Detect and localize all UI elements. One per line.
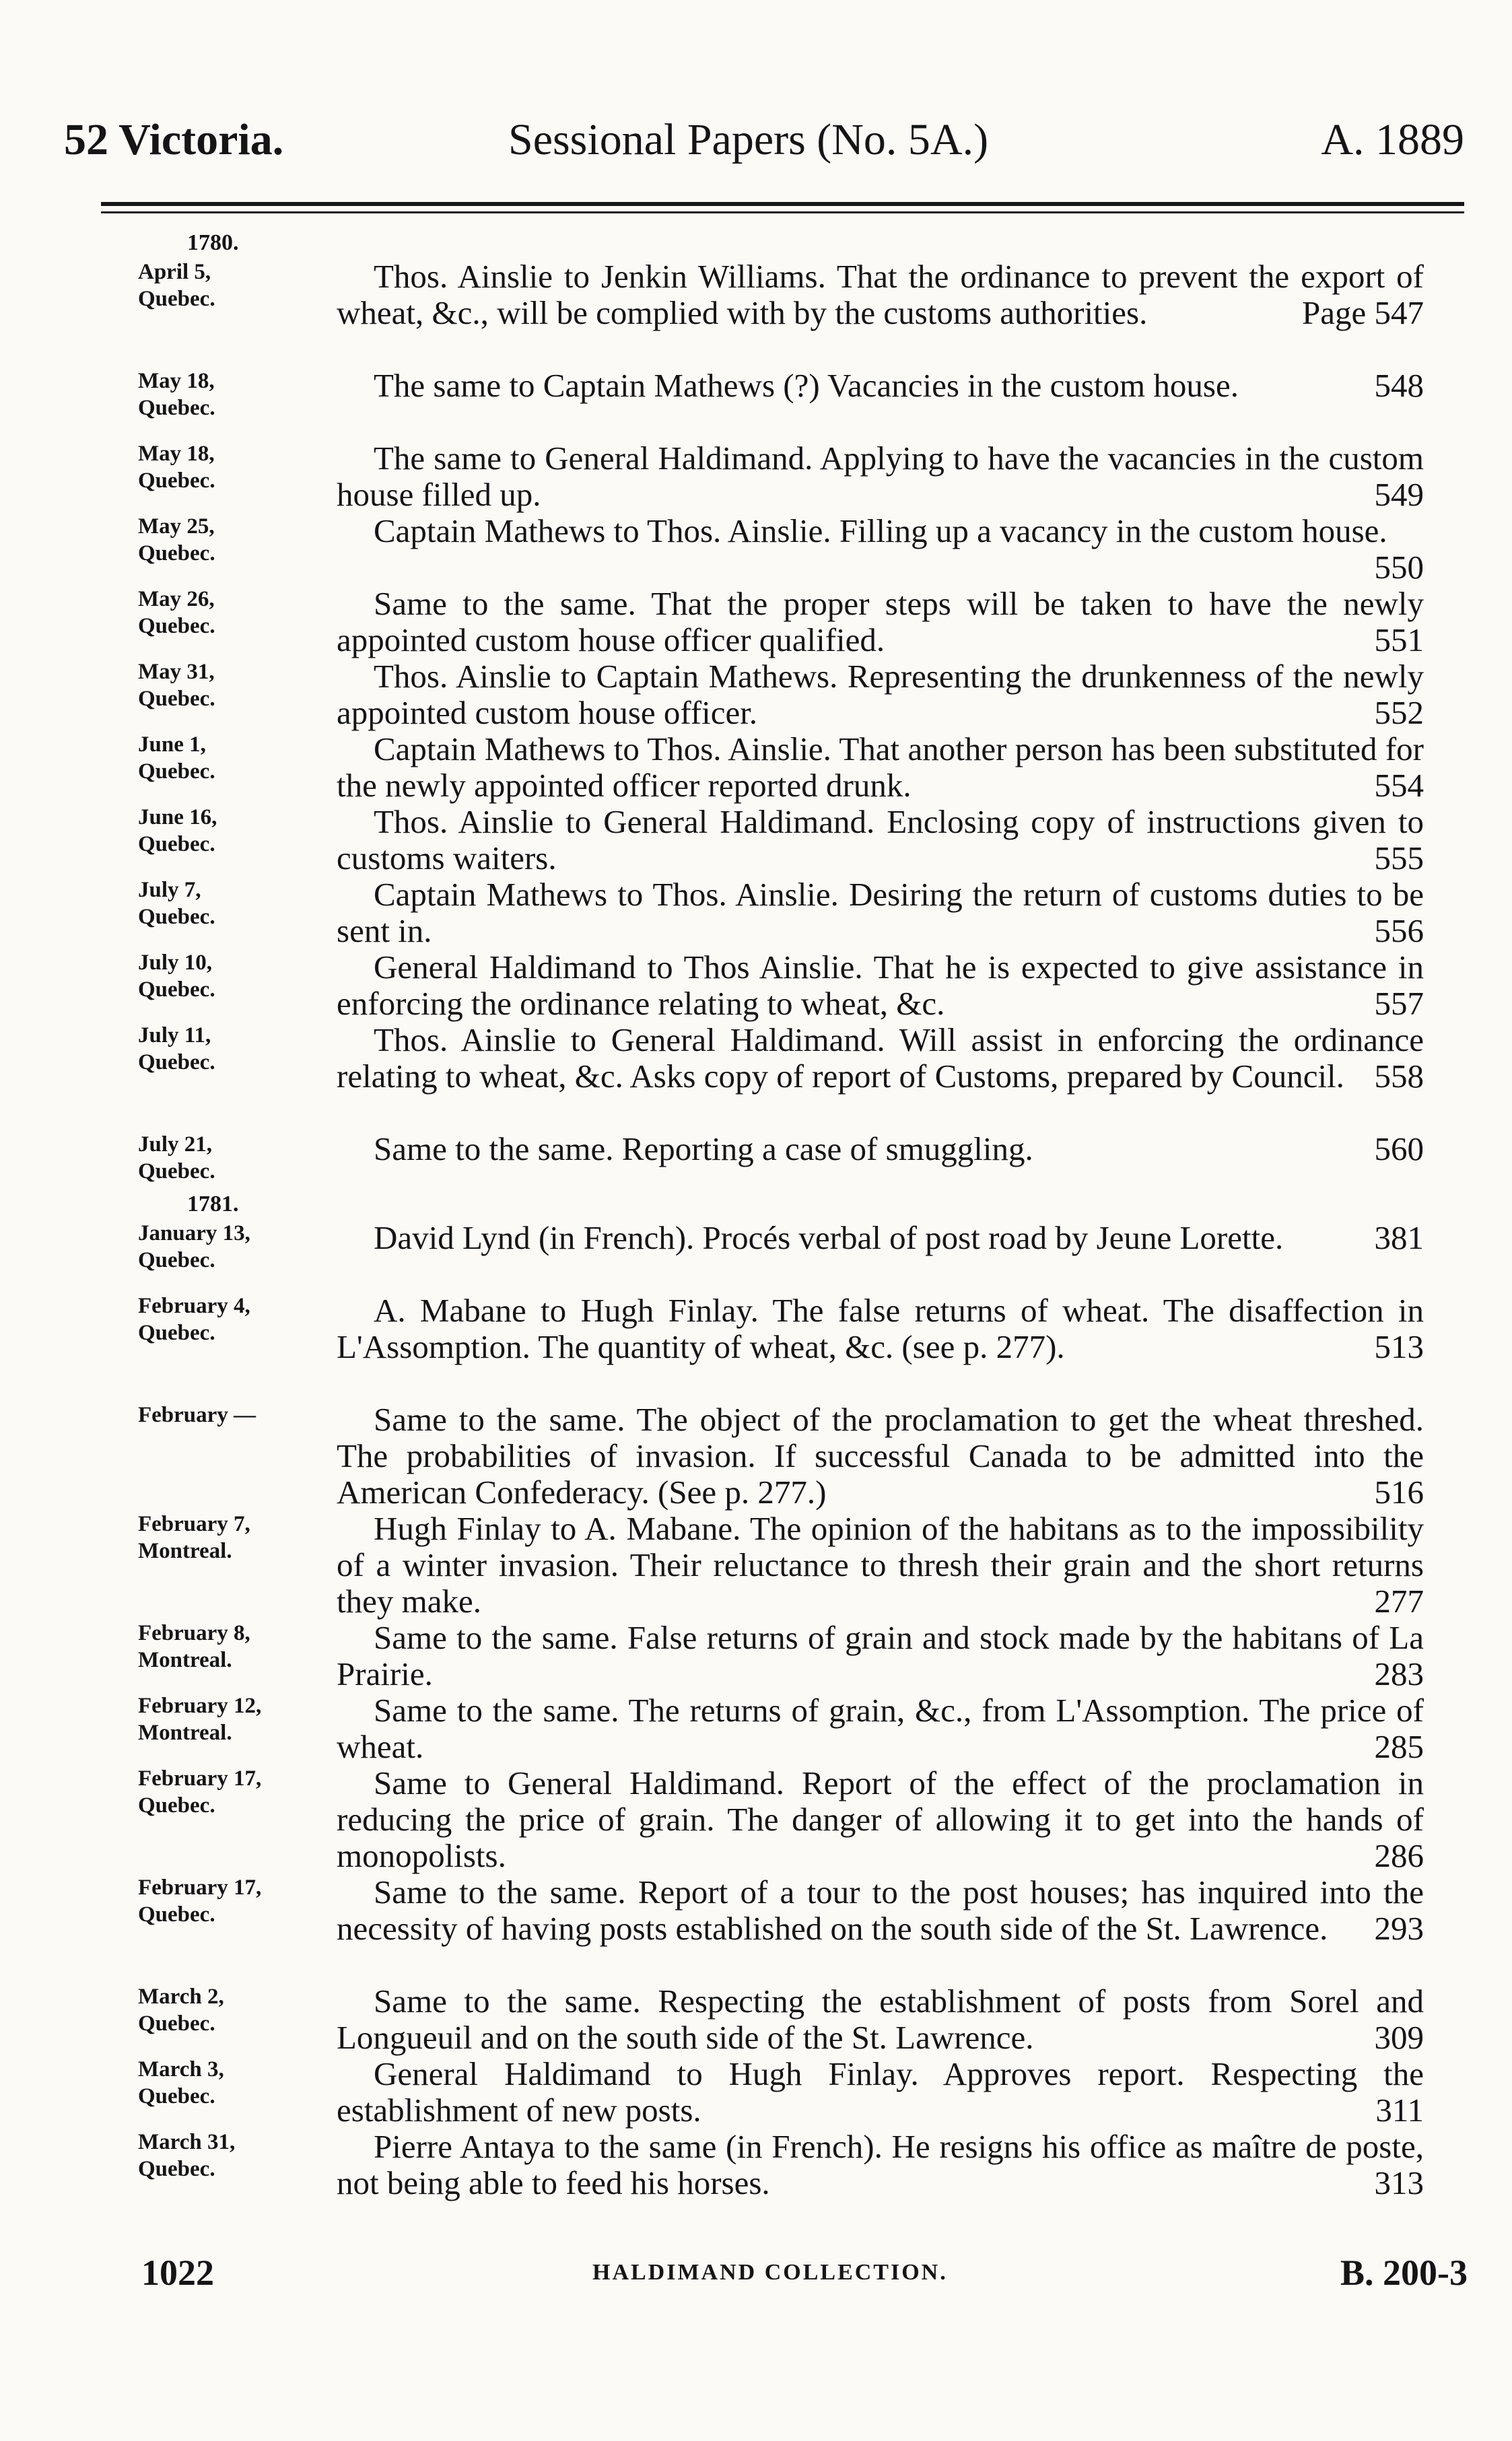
entry-description (337, 731, 1424, 804)
entry-text: Same to the same. The returns of grain, &c., from L'Assomption. The price of wheat. (337, 1692, 1424, 1765)
entry-date (138, 804, 313, 858)
entry-page-ref: 551 (1374, 621, 1424, 658)
entry-text: The same to Captain Mathews (?) Vacancies in the custom house. (374, 367, 1239, 404)
entry-date (138, 1983, 313, 2037)
entry-date (138, 1620, 313, 1674)
entry-text: General Haldimand to Thos Ainslie. That he is expected to give assistance in enforcing the ordinance relating to wheat, &c. (337, 949, 1424, 1022)
entry-date (138, 949, 313, 1003)
entry-text: Captain Mathews to Thos. Ainslie. Filling up a vacancy in the custom house. (374, 512, 1387, 549)
entry-page-ref: 548 (1374, 367, 1424, 404)
entry-date-place: Quebec. (138, 1793, 215, 1818)
entry-date-place: Quebec. (138, 977, 215, 1002)
header-title: Sessional Papers (No. 5A.) (508, 115, 989, 164)
entry-date-place: Quebec. (138, 287, 215, 311)
entry-date (138, 1765, 313, 1819)
entry-date (138, 1692, 313, 1746)
entry-date-place: Quebec. (138, 1050, 215, 1074)
entry-date-day: July 7, (138, 878, 201, 902)
entry-date (138, 1293, 313, 1346)
entry-date-day: July 11, (138, 1023, 211, 1047)
entry-description (337, 2129, 1424, 2201)
entry-date-place: Quebec. (138, 832, 215, 856)
entry-text: General Haldimand to Hugh Finlay. Approves report. Respecting the establishment of new posts. (337, 2055, 1424, 2129)
entry-text: Thos. Ainslie to Captain Mathews. Representing the drunkenness of the newly appointed custom house officer. (337, 658, 1424, 731)
entry-page-ref: Page 547 (1302, 294, 1424, 331)
entry-page-ref: 550 (1374, 549, 1424, 586)
entry-date-place: Quebec. (138, 905, 215, 929)
entry-page-ref: 285 (1374, 1728, 1424, 1765)
entry-text: Same to the same. Respecting the establishment of posts from Sorel and Longueuil and on the south side of the St. Lawrence. (337, 1983, 1424, 2056)
entry-description (337, 513, 1424, 586)
entry-text: The same to General Haldimand. Applying to have the vacancies in the custom house filled up. (337, 440, 1424, 513)
entry-date-day: March 31, (138, 2130, 236, 2154)
entry-date-day: March 3, (138, 2057, 224, 2082)
entry-text: Captain Mathews to Thos. Ainslie. Desiring the return of customs duties to be sent in. (337, 876, 1424, 949)
header-year: A. 1889 (1321, 115, 1464, 164)
entry-description (337, 1293, 1424, 1365)
entry-date-place: Quebec. (138, 396, 215, 420)
entry-date-place: Montreal. (138, 1539, 232, 1563)
entry-date-place: Montreal. (138, 1721, 232, 1745)
entry-date (138, 586, 313, 640)
entry-page-ref: 556 (1374, 912, 1424, 949)
entry-date (138, 876, 313, 930)
running-header (64, 114, 1464, 175)
entry-date (138, 440, 313, 494)
entry-text: Thos. Ainslie to Jenkin Williams. That the ordinance to prevent the export of wheat, &c., will be complied with by the customs authorities. (337, 258, 1424, 331)
entry-text: Same to the same. The object of the proclamation to get the wheat threshed. The probabilities of invasion. If successful Canada to be admitted into the American Confederacy. (See p. 277.) (337, 1401, 1424, 1511)
entry-description (337, 876, 1424, 949)
running-footer (141, 2252, 1468, 2306)
entry-description (337, 1765, 1424, 1874)
entry-date (138, 658, 313, 712)
entry-date (138, 1874, 313, 1928)
entry-text: Hugh Finlay to A. Mabane. The opinion of the habitans as to the impossibility of a winter invasion. Their reluctance to thresh their grain and the short returns they make. (337, 1510, 1424, 1620)
header-rule-thick (101, 202, 1464, 206)
entry-description (337, 440, 1424, 513)
entry-date-day: April 5, (138, 260, 211, 284)
entry-page-ref: 381 (1374, 1219, 1424, 1256)
entry-description (337, 1983, 1424, 2056)
entry-description (337, 1022, 1424, 1095)
entry-date-day: May 26, (138, 587, 215, 611)
entry-date-place: Quebec. (138, 1902, 215, 1927)
entry-date (138, 1511, 313, 1565)
entry-date-day: May 18, (138, 369, 215, 393)
entry-text: Thos. Ainslie to General Haldimand. Enclosing copy of instructions given to customs waiters. (337, 803, 1424, 876)
entry-description (337, 368, 1424, 404)
entry-date-day: July 10, (138, 951, 213, 975)
entry-text: Thos. Ainslie to General Haldimand. Will assist in enforcing the ordinance relating to wheat, &c. Asks copy of report of Customs, prepared by Council. (337, 1021, 1424, 1095)
entry-date-day: February 4, (138, 1294, 250, 1318)
entry-date-day: May 18, (138, 442, 215, 466)
entry-description (337, 2056, 1424, 2129)
entry-page-ref: 293 (1374, 1910, 1424, 1947)
entry-page-ref: 313 (1374, 2164, 1424, 2201)
entry-date (138, 1131, 313, 1185)
entry-date (138, 2129, 313, 2182)
section-year: 1781. (187, 1192, 239, 1216)
entry-description (337, 586, 1424, 658)
entry-page-ref: 555 (1374, 839, 1424, 876)
entry-date-day: February 17, (138, 1766, 262, 1791)
entry-text: Same to General Haldimand. Report of the effect of the proclamation in reducing the price of grain. The danger of allowing it to get into the hands of monopolists. (337, 1764, 1424, 1874)
entry-date-place: Quebec. (138, 1321, 215, 1345)
entry-date-day: February 7, (138, 1512, 250, 1536)
entry-description (337, 949, 1424, 1022)
entry-date-place: Quebec. (138, 2084, 215, 2108)
entry-page-ref: 283 (1374, 1655, 1424, 1692)
entry-date (138, 1220, 313, 1274)
entry-text: Same to the same. Reporting a case of smuggling. (374, 1130, 1033, 1167)
entry-date-place: Montreal. (138, 1648, 232, 1672)
entry-description (337, 658, 1424, 731)
entry-page-ref: 516 (1374, 1474, 1424, 1511)
entry-page-ref: 277 (1374, 1583, 1424, 1620)
entry-description (337, 1511, 1424, 1620)
entry-text: Captain Mathews to Thos. Ainslie. That another person has been substituted for the newly appointed officer reported drunk. (337, 730, 1424, 804)
entry-date-day: February — (138, 1403, 256, 1427)
entry-page-ref: 311 (1375, 2092, 1424, 2129)
entry-date-place: Quebec. (138, 2157, 215, 2181)
entry-description (337, 804, 1424, 876)
entry-date (138, 1022, 313, 1076)
entry-date-day: May 25, (138, 514, 215, 539)
entry-date-place: Quebec. (138, 469, 215, 493)
entry-text: Pierre Antaya to the same (in French). He resigns his office as maître de poste, not being able to feed his horses. (337, 2128, 1424, 2201)
entry-text: Same to the same. That the proper steps will be taken to have the newly appointed custom house officer qualified. (337, 585, 1424, 658)
entry-description (337, 259, 1424, 331)
entry-date-place: Quebec. (138, 759, 215, 784)
entry-description (337, 1131, 1424, 1167)
entry-date-place: Quebec. (138, 2012, 215, 2036)
entry-description (337, 1874, 1424, 1947)
entry-date (138, 1402, 313, 1429)
entry-page-ref: 554 (1374, 767, 1424, 804)
entry-description (337, 1692, 1424, 1765)
entry-date-place: Quebec. (138, 1159, 215, 1183)
entry-date-day: February 8, (138, 1621, 250, 1645)
header-session: 52 Victoria. (64, 115, 284, 164)
entry-date-place: Quebec. (138, 541, 215, 565)
entry-page-ref: 309 (1374, 2019, 1424, 2056)
header-rule-thin (101, 211, 1464, 213)
entry-date-day: February 17, (138, 1876, 262, 1900)
entry-description (337, 1402, 1424, 1511)
entry-description (337, 1220, 1424, 1256)
entry-page-ref: 513 (1374, 1328, 1424, 1365)
entry-date-day: June 1, (138, 732, 206, 757)
entry-date (138, 368, 313, 421)
entry-date-day: February 12, (138, 1694, 262, 1718)
section-year: 1780. (187, 230, 239, 255)
entry-text: Same to the same. False returns of grain and stock made by the habitans of La Prairie. (337, 1619, 1424, 1692)
entry-page-ref: 560 (1374, 1130, 1424, 1167)
entry-description (337, 1620, 1424, 1692)
entry-date-day: July 21, (138, 1132, 213, 1157)
entry-date (138, 731, 313, 785)
footer-page-number: 1022 (141, 2253, 214, 2293)
entry-page-ref: 286 (1374, 1837, 1424, 1874)
entry-text: Same to the same. Report of a tour to the post houses; has inquired into the necessity of having posts established on the south side of the St. Lawrence. (337, 1873, 1424, 1947)
entry-page-ref: 558 (1374, 1058, 1424, 1095)
entry-text: David Lynd (in French). Procés verbal of post road by Jeune Lorette. (374, 1219, 1284, 1256)
entry-page-ref: 552 (1374, 694, 1424, 731)
entry-date-day: March 2, (138, 1985, 224, 2009)
footer-volume-ref: B. 200-3 (1340, 2253, 1468, 2293)
entry-date (138, 259, 313, 312)
entry-date (138, 2056, 313, 2110)
entry-date-day: May 31, (138, 660, 215, 684)
entry-date (138, 513, 313, 567)
entry-date-place: Quebec. (138, 687, 215, 711)
footer-collection-title: HALDIMAND COLLECTION. (592, 2260, 948, 2285)
entry-page-ref: 549 (1374, 476, 1424, 513)
entry-date-day: June 16, (138, 805, 217, 829)
entry-page-ref: 557 (1374, 985, 1424, 1022)
entry-text: A. Mabane to Hugh Finlay. The false returns of wheat. The disaffection in L'Assomption. The quantity of wheat, &c. (see p. 277). (337, 1292, 1424, 1365)
entry-date-place: Quebec. (138, 1248, 215, 1272)
entry-date-day: January 13, (138, 1221, 250, 1245)
entry-date-place: Quebec. (138, 614, 215, 638)
